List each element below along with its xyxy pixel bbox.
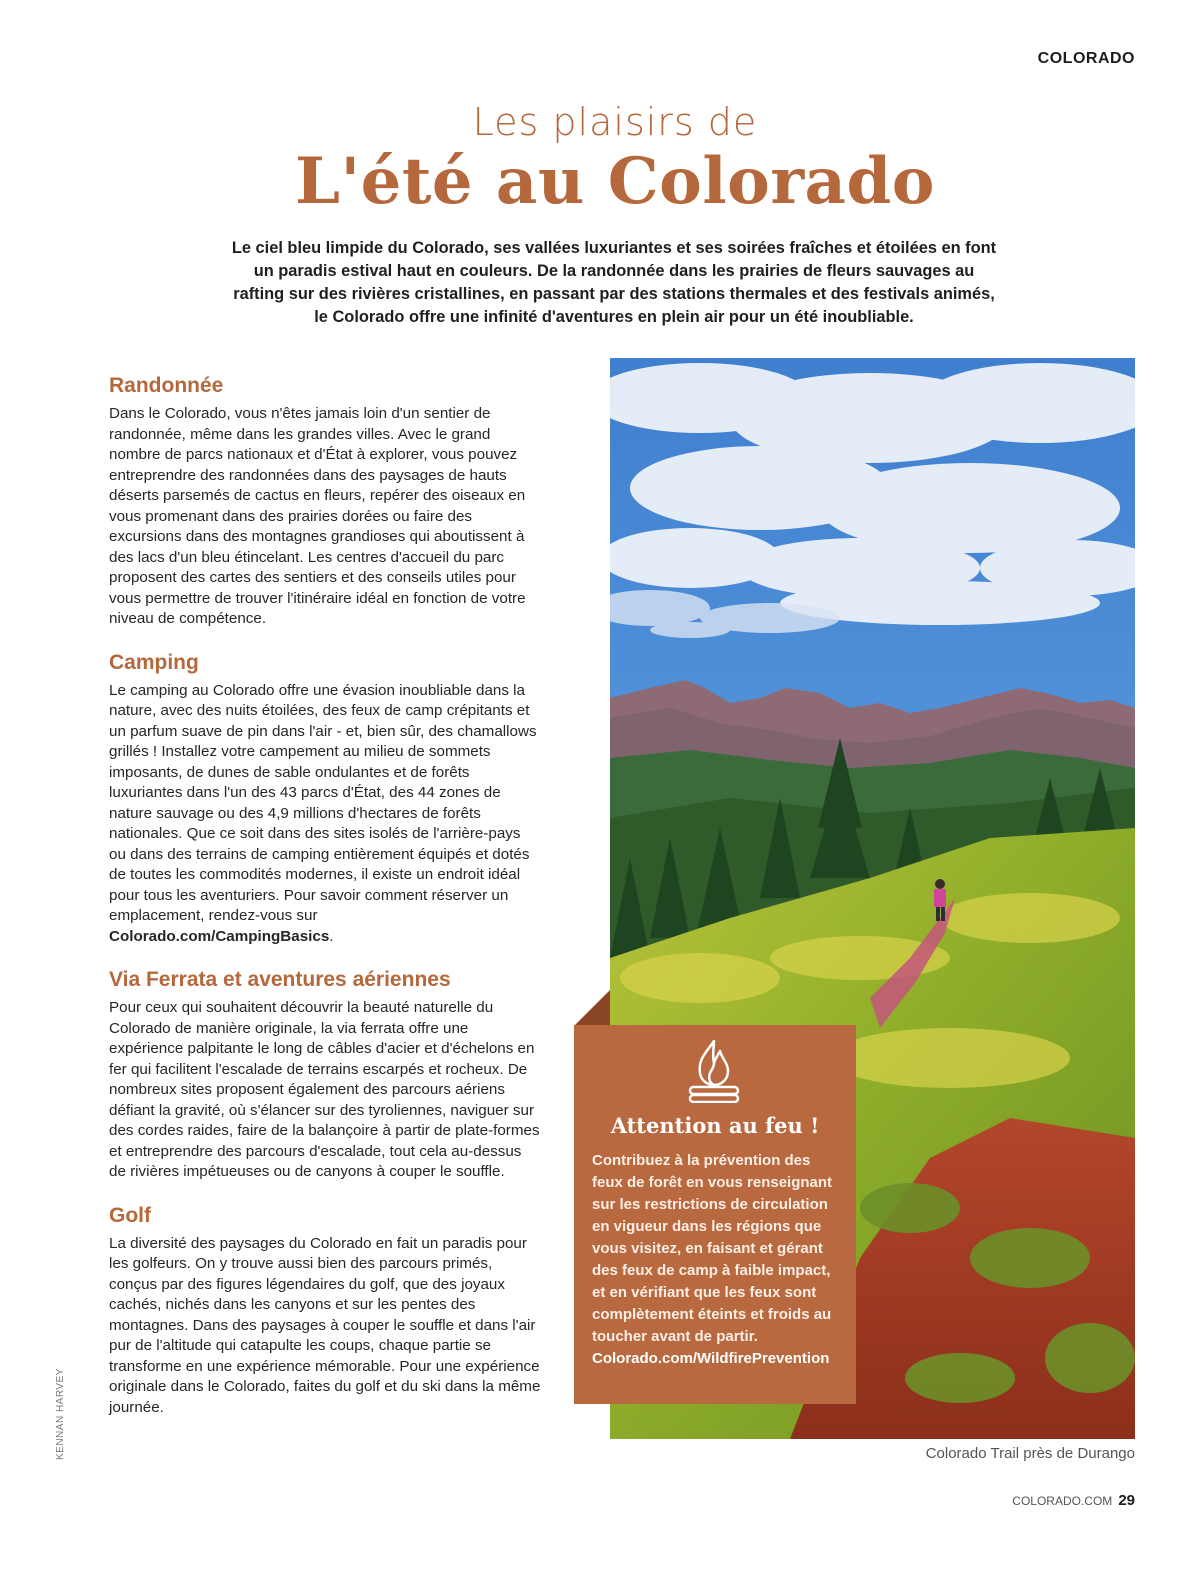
callout-text <box>592 1150 844 1370</box>
footer-site[interactable]: COLORADO.COM <box>1012 1494 1113 1508</box>
section-golf <box>109 1204 541 1419</box>
section-camping <box>109 651 541 948</box>
page-number: 29 <box>1118 1492 1135 1509</box>
callout-link[interactable]: Colorado.com/WildfirePrevention <box>592 1350 830 1367</box>
section-title-via-ferrata: Via Ferrata et aventures aériennes <box>109 968 451 991</box>
section-body-camping <box>109 681 541 948</box>
photo-caption: Colorado Trail près de Durango <box>925 1445 1135 1462</box>
section-via-ferrata <box>109 968 541 1183</box>
camping-text-end: . <box>329 927 334 945</box>
campfire-icon <box>684 1037 744 1103</box>
intro-paragraph: Le ciel bleu limpide du Colorado, ses vallées luxuriantes et ses soirées fraîches et étoilées en font un paradis estival haut en couleurs. De la randonnée dans les prairies de fleurs sauvages au rafting sur des rivières cristallines, en passant par des stations thermales et des festivals animés, le Colorado offre une infinité d'aventures en plein air pour un été inoubliable. <box>231 239 997 326</box>
camping-link[interactable]: Colorado.com/CampingBasics <box>109 927 330 945</box>
photo-credit: KENNAN HARVEY <box>55 1368 66 1460</box>
section-title-golf: Golf <box>109 1203 151 1227</box>
section-title-camping: Camping <box>109 650 199 674</box>
fire-callout <box>574 1025 856 1404</box>
section-body-hiking: Dans le Colorado, vous n'êtes jamais loin d'un sentier de randonnée, même dans les grandes villes. Avec le grand nombre de parcs nationaux et d'État à explorer, vous pouvez entreprendre des randonnées dans des paysages de hauts déserts parsemés de cactus en fleurs, repérer des oiseaux en vous promenant dans des prairies dorées ou faire des excursions dans des montagnes grandioses qui aboutissent à des lacs d'un bleu étincelant. Les centres d'accueil du parc proposent des cartes des sentiers et des conseils utiles pour vous permettre de trouver l'itinéraire idéal en fonction de votre niveau de compétence. <box>109 405 526 627</box>
callout-fold <box>574 990 610 1026</box>
article-column <box>109 374 541 1439</box>
section-title-hiking: Randonnée <box>109 374 224 397</box>
callout-title: Attention au feu ! <box>610 1113 820 1138</box>
camping-text: Le camping au Colorado offre une évasion inoubliable dans la nature, avec des nuits étoilées, des feux de camp crépitants et un parfum suave de pin dans l'air - et, bien sûr, des chamallows grillés ! Installez votre campement au milieu de sommets imposants, de dunes de sable ondulantes et de forêts luxuriantes dans l'un des 43 parcs d'État, des 44 zones de nature sauvage ou des 4,9 millions d'hectares de forêts nationales. Que ce soit dans des sites isolés de l'arrière-pays ou dans des terrains de camping entièrement équipés et dotés de toutes les commodités modernes, il existe un endroit idéal pour tous les aventuriers. Pour savoir comment réserver un emplacement, rendez-vous sur <box>109 681 537 924</box>
section-body-via-ferrata: Pour ceux qui souhaitent découvrir la beauté naturelle du Colorado de manière originale, la via ferrata offre une expérience palpitante le long de câbles d'acier et d'échelons en fer qui facilitent l'escalade de terrains escarpés et rocheux. De nombreux sites proposent également des parcours aériens défiant la gravité, où s'élancer sur des tyroliennes, naviguer sur des cordes raides, faire de la balançoire à partir de plate-formes et entreprendre des parcours d'escalade, tout cela au-dessus de rivières impétueuses ou de canyons à couper le souffle. <box>109 999 540 1180</box>
page-title: L'été au Colorado <box>295 144 935 219</box>
callout-body: Contribuez à la prévention des feux de forêt en vous renseignant sur les restrictions de circulation en vigueur dans les régions que vous visitez, en faisant et gérant des feux de camp à faible impact, et en vérifiant que les feux sont complètement éteints et froids au toucher avant de partir. <box>592 1152 833 1345</box>
section-hiking <box>109 374 541 630</box>
title-kicker: Les plaisirs de <box>472 100 758 144</box>
section-tag: COLORADO <box>1037 50 1135 67</box>
section-body-golf: La diversité des paysages du Colorado en fait un paradis pour les golfeurs. On y trouve aussi bien des parcours primés, conçus par des figures légendaires du golf, que des joyaux cachés, nichés dans les canyons et sur les pentes des montagnes. Dans des paysages à couper le souffle et dans l'air pur de l'altitude qui catapulte les coups, chaque partie se transforme en une expérience mémorable. Pour une expérience originale dans le Colorado, faites du golf et du ski dans la même journée. <box>109 1234 541 1416</box>
page-footer <box>1012 1492 1135 1509</box>
